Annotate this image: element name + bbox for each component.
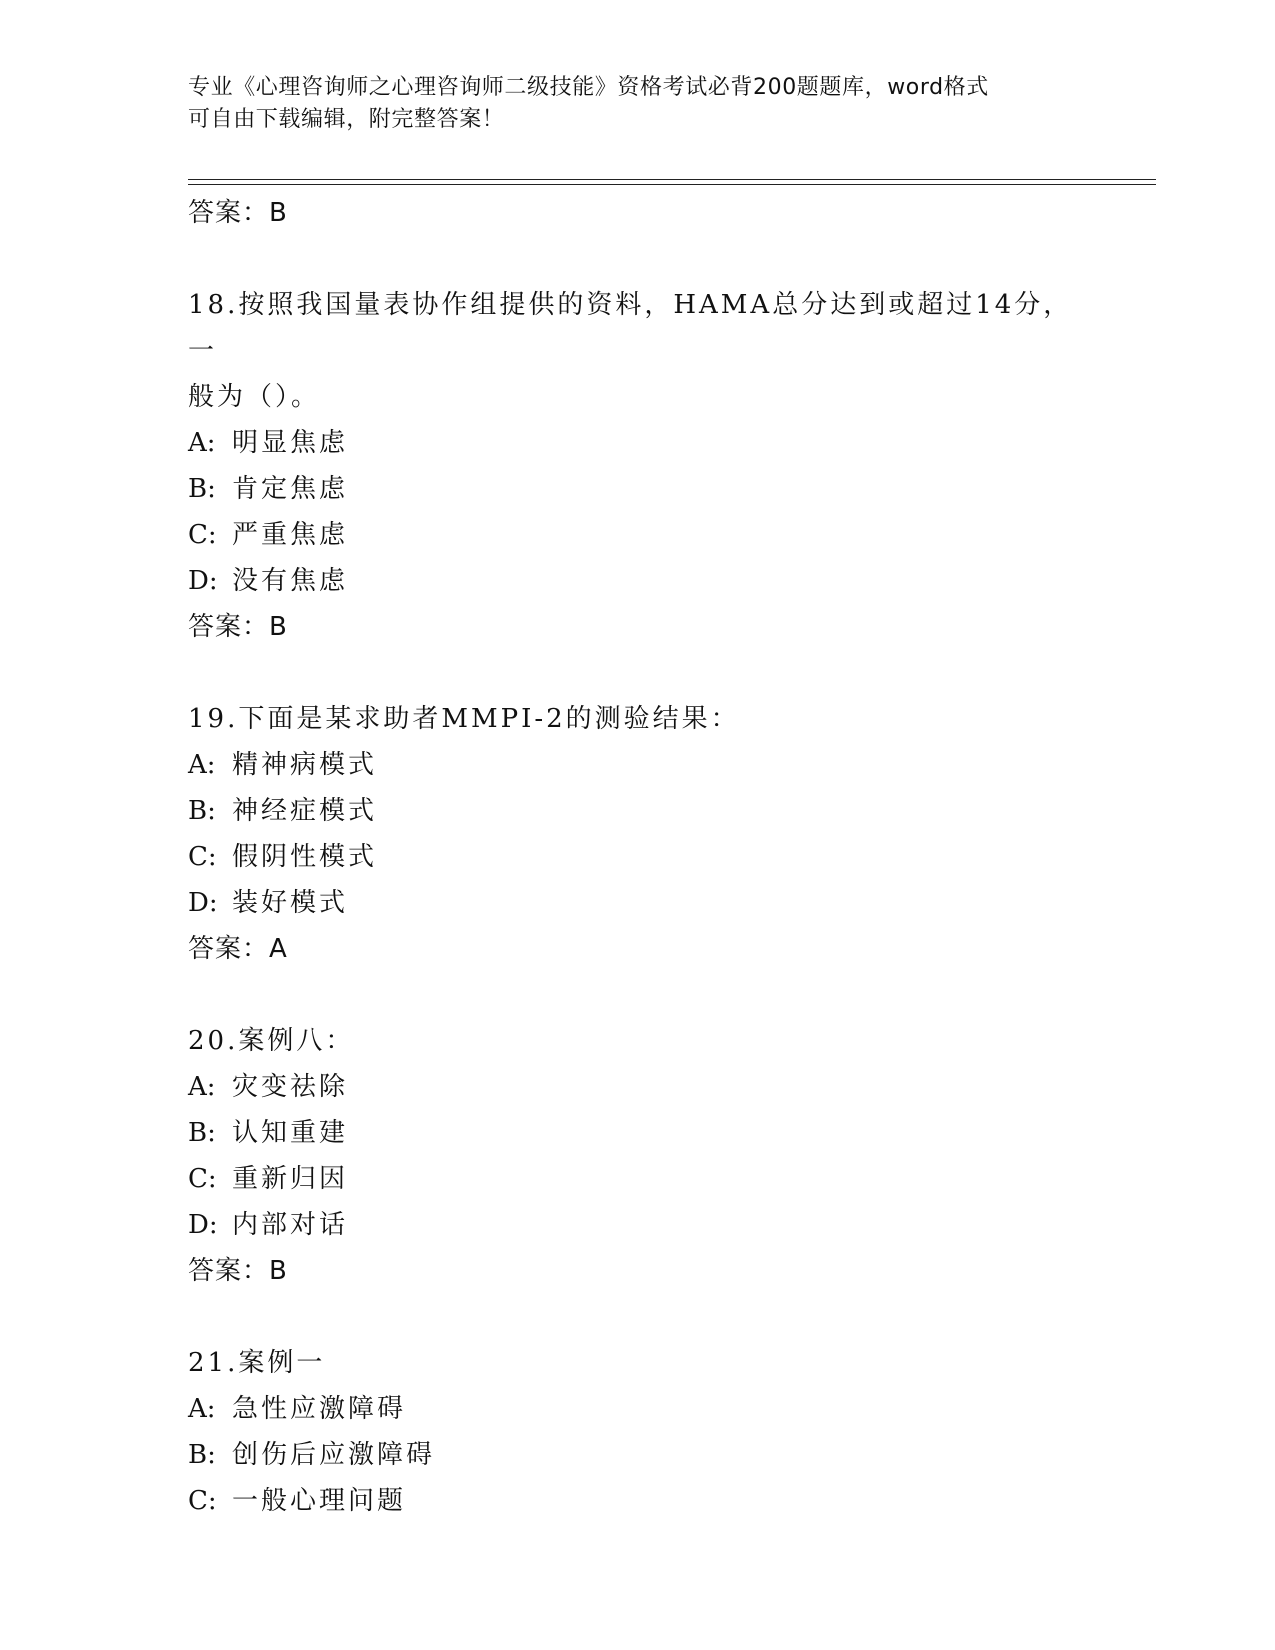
- option-d: [188, 880, 1088, 926]
- spacer: [188, 972, 1088, 1018]
- option-letter: A:: [188, 428, 216, 458]
- answer-line: 答案：B: [188, 1256, 288, 1286]
- option-text: 肯定焦虑: [232, 474, 349, 504]
- option-c: [188, 1156, 1088, 1202]
- header-divider-top: [188, 179, 1156, 180]
- option-letter: B:: [188, 796, 216, 826]
- option-letter: A:: [188, 1394, 216, 1424]
- option-text: 精神病模式: [232, 750, 378, 780]
- question-text: [188, 282, 1088, 420]
- question-line: 18.按照我国量表协作组提供的资料，HAMA总分达到或超过14分，一: [188, 290, 1073, 366]
- page-header: [188, 72, 1068, 136]
- option-text: 急性应激障碍: [232, 1394, 407, 1424]
- option-text: 一般心理问题: [232, 1486, 407, 1516]
- header-line-2: 可自由下载编辑，附完整答案！: [188, 107, 505, 132]
- spacer: [188, 1294, 1088, 1340]
- option-letter: A:: [188, 1072, 216, 1102]
- option-a: [188, 1064, 1088, 1110]
- spacer: [188, 236, 1088, 282]
- question-line: 20.案例八：: [188, 1026, 355, 1056]
- option-text: 灾变祛除: [232, 1072, 349, 1102]
- option-b: [188, 788, 1088, 834]
- option-text: 神经症模式: [232, 796, 378, 826]
- option-text: 明显焦虑: [232, 428, 349, 458]
- option-letter: B:: [188, 1440, 216, 1470]
- question-line: 19.下面是某求助者MMPI-2的测验结果：: [188, 704, 740, 734]
- question-line: 21.案例一: [188, 1348, 326, 1378]
- question-line: 般为（）。: [188, 382, 321, 412]
- answer-line: 答案：A: [188, 934, 288, 964]
- question-block: [188, 696, 1088, 972]
- option-c: [188, 1478, 1088, 1524]
- option-text: 装好模式: [232, 888, 349, 918]
- question-list: [188, 190, 1088, 1524]
- option-letter: B:: [188, 474, 216, 504]
- question-block: [188, 282, 1088, 650]
- spacer: [188, 650, 1088, 696]
- option-b: [188, 1110, 1088, 1156]
- option-text: 没有焦虑: [232, 566, 349, 596]
- option-letter: C:: [188, 1486, 217, 1516]
- option-letter: C:: [188, 520, 217, 550]
- option-d: [188, 558, 1088, 604]
- option-d: [188, 1202, 1088, 1248]
- option-text: 重新归因: [232, 1164, 349, 1194]
- option-letter: C:: [188, 842, 217, 872]
- option-letter: C:: [188, 1164, 217, 1194]
- option-a: [188, 742, 1088, 788]
- option-b: [188, 466, 1088, 512]
- option-text: 假阴性模式: [232, 842, 378, 872]
- option-letter: B:: [188, 1118, 216, 1148]
- option-text: 内部对话: [232, 1210, 349, 1240]
- answer-line: 答案：B: [188, 198, 288, 228]
- option-a: [188, 1386, 1088, 1432]
- question-block: [188, 1340, 1088, 1524]
- option-a: [188, 420, 1088, 466]
- question-text: [188, 1018, 1088, 1064]
- option-letter: D:: [188, 566, 218, 596]
- answer-line: 答案：B: [188, 612, 288, 642]
- option-text: 认知重建: [232, 1118, 349, 1148]
- option-letter: D:: [188, 1210, 218, 1240]
- header-divider-bottom: [188, 184, 1156, 185]
- option-text: 创伤后应激障碍: [232, 1440, 436, 1470]
- option-c: [188, 834, 1088, 880]
- question-text: [188, 696, 1088, 742]
- option-letter: A:: [188, 750, 216, 780]
- option-text: 严重焦虑: [232, 520, 349, 550]
- question-text: [188, 1340, 1088, 1386]
- option-c: [188, 512, 1088, 558]
- option-letter: D:: [188, 888, 218, 918]
- option-b: [188, 1432, 1088, 1478]
- header-line-1: 专业《心理咨询师之心理咨询师二级技能》资格考试必背200题题库，word格式: [188, 75, 989, 100]
- question-block: [188, 1018, 1088, 1294]
